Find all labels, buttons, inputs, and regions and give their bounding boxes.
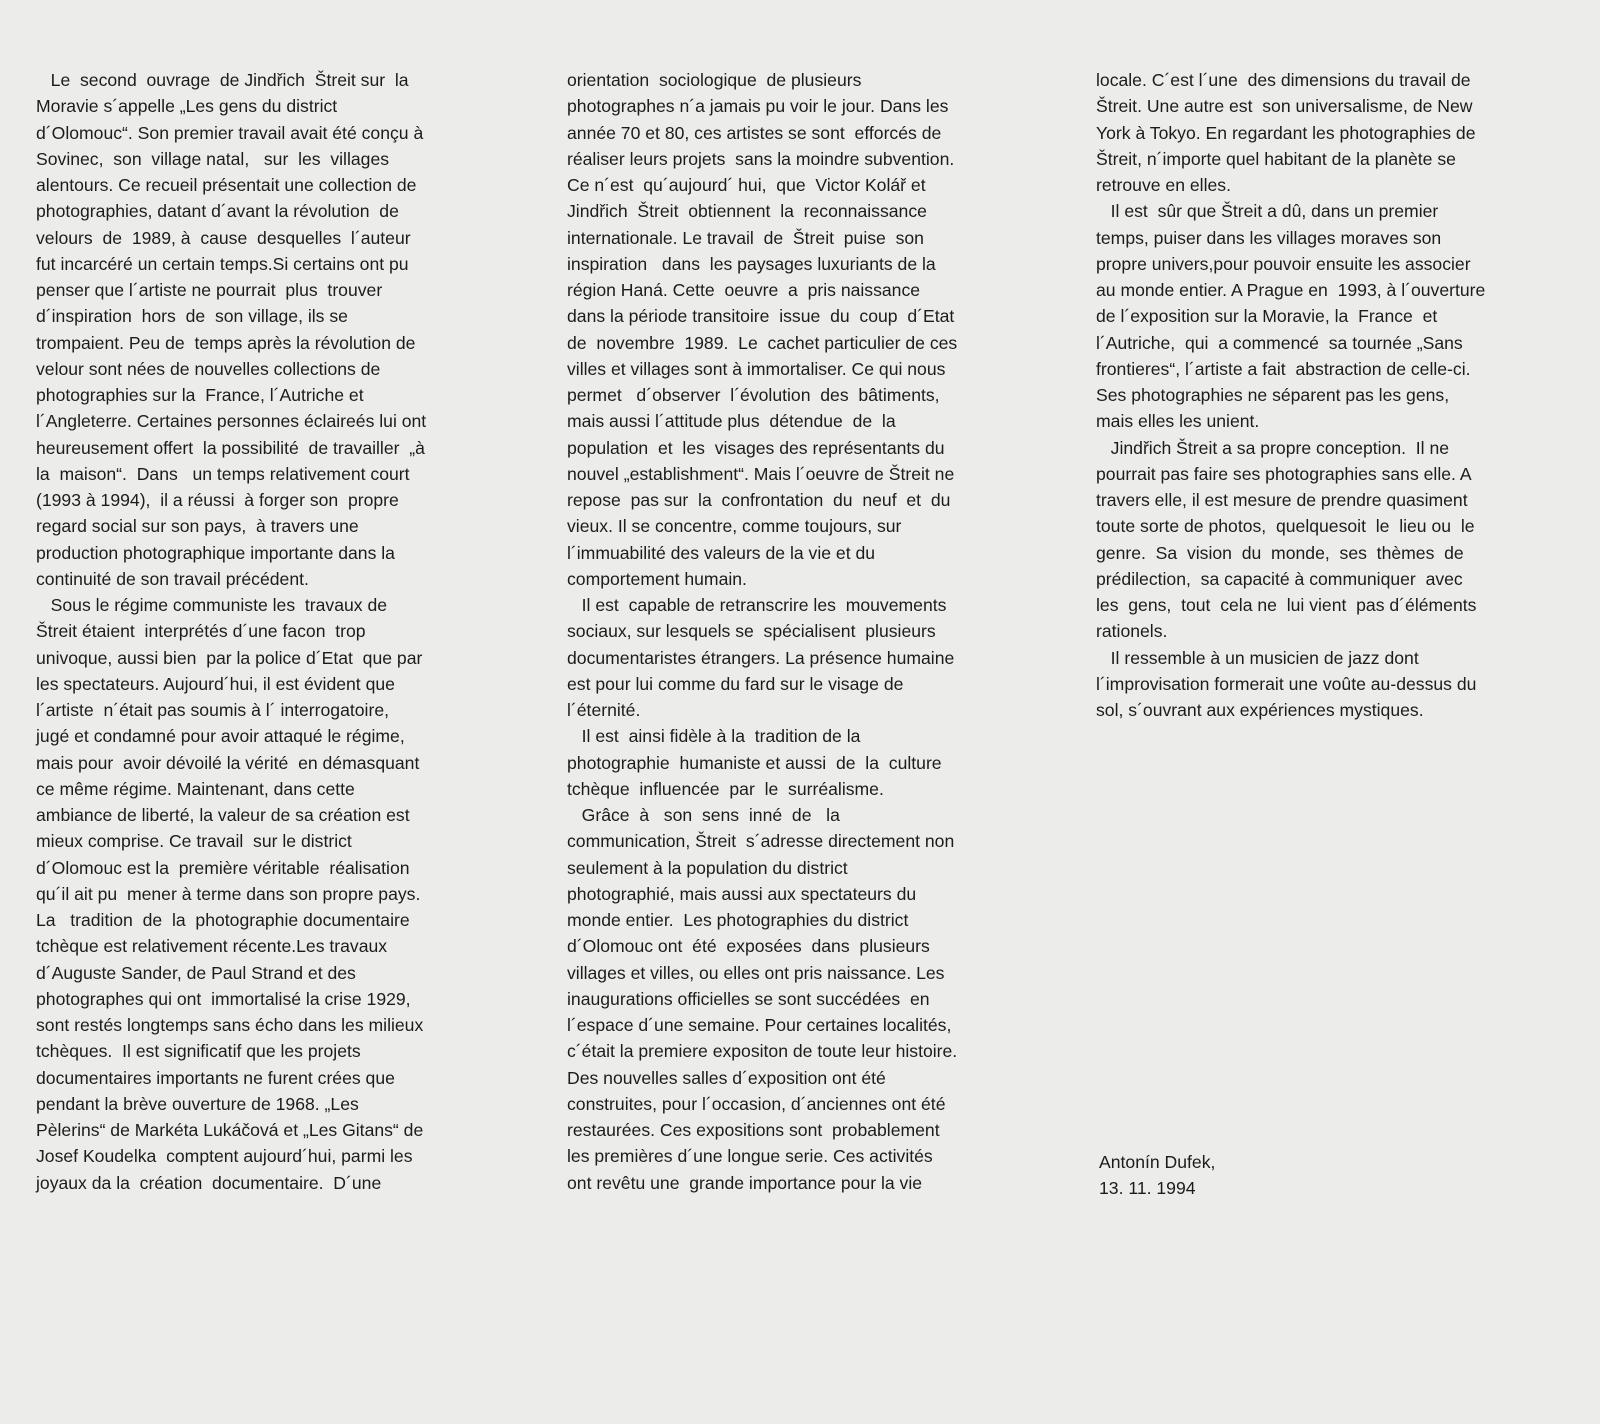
text-line: inaugurations officielles se sont succédées en <box>567 988 930 1009</box>
text-line: temps, puiser dans les villages moraves son <box>1096 227 1442 248</box>
text-column-1 <box>36 67 426 1196</box>
text-line: travers elle, il est mesure de prendre quasiment <box>1096 490 1468 510</box>
text-line: restaurées. Ces expositions sont probablement <box>567 1120 940 1140</box>
signature-block <box>1099 1149 1215 1201</box>
text-line: ce même régime. Maintenant, dans cette <box>36 778 355 799</box>
text-line: La tradition de la photographie documentaire <box>36 910 410 930</box>
text-line: heureusement offert la possibilité de travailler „à <box>36 437 425 458</box>
text-line: Il est capable de retranscrire les mouvements <box>567 595 947 615</box>
text-line: les spectateurs. Aujourd´hui, il est évident que <box>36 673 395 694</box>
text-line: mais pour avoir dévoilé la vérité en démasquant <box>36 752 420 773</box>
text-line: Sovinec, son village natal, sur les villages <box>36 148 390 169</box>
text-line: internationale. Le travail de Štreit puise son <box>567 227 924 248</box>
text-line: propre univers,pour pouvoir ensuite les associer <box>1096 253 1471 274</box>
text-line: villes et villages sont à immortaliser. Ce qui nous <box>567 358 946 379</box>
text-line: Des nouvelles salles d´exposition ont été <box>567 1067 886 1088</box>
text-line: l´Autriche, qui a commencé sa tournée „Sans <box>1096 332 1463 353</box>
text-line: population et les visages des représentants du <box>567 437 945 458</box>
text-line: l´éternité. <box>567 700 641 720</box>
text-line: Il est sûr que Štreit a dû, dans un premier <box>1096 201 1439 222</box>
text-line: d´Olomouc est la première véritable réalisation <box>36 857 410 878</box>
text-line: Štreit, n´importe quel habitant de la planète se <box>1096 148 1456 169</box>
text-line: sociaux, sur lesquels se spécialisent plusieurs <box>567 621 936 642</box>
text-line: documentaristes étrangers. La présence humaine <box>567 647 955 668</box>
text-line: mais elles les unient. <box>1096 411 1260 432</box>
text-line: tchèque influencée par le surréalisme. <box>567 778 884 799</box>
text-line: de l´exposition sur la Moravie, la France et <box>1096 306 1438 327</box>
text-line: prédilection, sa capacité à communiquer avec <box>1096 568 1463 589</box>
text-line: production photographique importante dans la <box>36 542 395 563</box>
text-line: d´Auguste Sander, de Paul Strand et des <box>36 962 356 983</box>
text-line: région Haná. Cette oeuvre a pris naissance <box>567 280 921 300</box>
text-line: photographie humaniste et aussi de la culture <box>567 752 942 773</box>
signature-date: 13. 11. 1994 <box>1099 1178 1196 1198</box>
text-line: rationels. <box>1096 621 1168 642</box>
text-line: Pèlerins“ de Markéta Lukáčová et „Les Gitans“ de <box>36 1120 424 1140</box>
text-line: trompaient. Peu de temps après la révolution de <box>36 332 416 353</box>
text-line: Jindřich Štreit a sa propre conception. Il ne <box>1096 437 1450 458</box>
text-line: Il ressemble à un musicien de jazz dont <box>1096 647 1419 668</box>
author-name: Antonín Dufek, <box>1099 1152 1216 1172</box>
text-line: d´Olomouc ont été exposées dans plusieurs <box>567 936 930 957</box>
text-line: l´espace d´une semaine. Pour certaines localités, <box>567 1015 952 1035</box>
text-line: seulement à la population du district <box>567 857 848 878</box>
text-line: mieux comprise. Ce travail sur le district <box>36 831 352 852</box>
text-line: Sous le régime communiste les travaux de <box>36 595 388 615</box>
text-line: au monde entier. A Prague en 1993, à l´ouverture <box>1096 280 1486 300</box>
text-line: Ce n´est qu´aujourd´ hui, que Victor Kolář et <box>567 175 926 195</box>
text-line: locale. C´est l´une des dimensions du travail de <box>1096 70 1471 90</box>
text-line: monde entier. Les photographies du district <box>567 910 909 930</box>
text-line: d´Olomouc“. Son premier travail avait été conçu à <box>36 122 424 143</box>
text-line: communication, Štreit s´adresse directement non <box>567 831 955 852</box>
text-line: est pour lui comme du fard sur le visage de <box>567 673 904 694</box>
text-line: les premières d´une longue serie. Ces activités <box>567 1146 933 1167</box>
text-line: année 70 et 80, ces artistes se sont efforcés de <box>567 122 942 143</box>
text-line: photographes qui ont immortalisé la crise 1929, <box>36 988 411 1009</box>
text-line: joyaux da la création documentaire. D´une <box>36 1172 382 1193</box>
text-line: la maison“. Dans un temps relativement court <box>36 463 410 484</box>
text-line: pendant la brève ouverture de 1968. „Les <box>36 1093 359 1114</box>
text-line: sont restés longtemps sans écho dans les milieux <box>36 1015 424 1035</box>
text-line: velours de 1989, à cause desquelles l´auteur <box>36 227 411 248</box>
text-line: Ses photographies ne séparent pas les gens, <box>1096 385 1450 405</box>
text-line: repose pas sur la confrontation du neuf et du <box>567 490 951 510</box>
text-line: tchèque est relativement récente.Les travaux <box>36 936 388 957</box>
text-line: Grâce à son sens inné de la <box>567 805 840 825</box>
text-line: réaliser leurs projets sans la moindre subvention. <box>567 148 955 169</box>
text-line: pourrait pas faire ses photographies sans elle. A <box>1096 463 1472 484</box>
text-line: Štreit. Une autre est son universalisme, de New <box>1096 96 1473 117</box>
text-line: permet d´observer l´évolution des bâtiments, <box>567 385 940 405</box>
text-line: l´improvisation formerait une voûte au-dessus du <box>1096 673 1477 694</box>
text-line: (1993 à 1994), il a réussi à forger son propre <box>36 490 399 510</box>
text-line: jugé et condamné pour avoir attaqué le régime, <box>36 726 405 747</box>
text-line: velour sont nées de nouvelles collections de <box>36 358 381 379</box>
text-line: retrouve en elles. <box>1096 175 1231 195</box>
text-line: construites, pour l´occasion, d´anciennes ont été <box>567 1093 946 1114</box>
text-line: villages et villes, ou elles ont pris naissance. Les <box>567 962 945 983</box>
text-line: Štreit étaient interprétés d´une facon trop <box>36 621 366 642</box>
text-column-2 <box>567 67 957 1196</box>
text-line: continuité de son travail précédent. <box>36 568 309 589</box>
text-line: vieux. Il se concentre, comme toujours, sur <box>567 516 902 537</box>
text-line: comportement humain. <box>567 568 747 589</box>
text-line: l´Angleterre. Certaines personnes éclaireés lui ont <box>36 411 427 432</box>
text-line: documentaires importants ne furent crées que <box>36 1067 395 1088</box>
text-line: tchèques. Il est significatif que les projets <box>36 1041 361 1062</box>
text-line: qu´il ait pu mener à terme dans son propre pays. <box>36 883 421 904</box>
text-line: ont revêtu une grande importance pour la vie <box>567 1172 923 1193</box>
text-line: alentours. Ce recueil présentait une collection de <box>36 175 417 195</box>
text-line: Moravie s´appelle „Les gens du district <box>36 96 338 117</box>
text-line: les gens, tout cela ne lui vient pas d´éléments <box>1096 595 1477 615</box>
text-line: Le second ouvrage de Jindřich Štreit sur la <box>36 70 409 90</box>
text-line: l´artiste n´était pas soumis à l´ interrogatoire, <box>36 700 389 720</box>
text-line: toute sorte de photos, quelquesoit le lieu ou le <box>1096 516 1475 537</box>
text-line: photographes n´a jamais pu voir le jour. Dans les <box>567 96 949 117</box>
text-line: frontieres“, l´artiste a fait abstraction de celle-ci. <box>1096 358 1471 379</box>
text-line: Josef Koudelka comptent aujourd´hui, parmi les <box>36 1146 413 1167</box>
text-line: Il est ainsi fidèle à la tradition de la <box>567 726 861 747</box>
text-line: fut incarcéré un certain temps.Si certains ont pu <box>36 253 409 274</box>
text-line: penser que l´artiste ne pourrait plus trouver <box>36 280 383 300</box>
text-line: photographies sur la France, l´Autriche et <box>36 385 364 405</box>
text-line: d´inspiration hors de son village, ils se <box>36 306 348 327</box>
text-line: univoque, aussi bien par la police d´Etat que par <box>36 647 423 668</box>
text-line: ambiance de liberté, la valeur de sa création est <box>36 805 410 825</box>
text-line: photographies, datant d´avant la révolution de <box>36 201 399 222</box>
text-line: orientation sociologique de plusieurs <box>567 70 862 90</box>
text-line: sol, s´ouvrant aux expériences mystiques. <box>1096 700 1424 720</box>
text-line: regard social sur son pays, à travers une <box>36 516 359 537</box>
text-line: mais aussi l´attitude plus détendue de la <box>567 411 896 432</box>
text-line: photographié, mais aussi aux spectateurs du <box>567 883 917 904</box>
text-line: dans la période transitoire issue du coup d´Etat <box>567 306 955 327</box>
text-line: York à Tokyo. En regardant les photographies de <box>1096 122 1476 143</box>
text-line: Jindřich Štreit obtiennent la reconnaissance <box>567 201 927 222</box>
text-column-3 <box>1096 67 1485 723</box>
text-line: c´était la premiere expositon de toute leur histoire. <box>567 1041 958 1062</box>
text-line: nouvel „establishment“. Mais l´oeuvre de Štreit ne <box>567 463 955 484</box>
text-line: de novembre 1989. Le cachet particulier de ces <box>567 332 958 353</box>
text-line: l´immuabilité des valeurs de la vie et du <box>567 542 876 563</box>
text-line: inspiration dans les paysages luxuriants de la <box>567 253 936 274</box>
text-line: genre. Sa vision du monde, ses thèmes de <box>1096 542 1464 563</box>
